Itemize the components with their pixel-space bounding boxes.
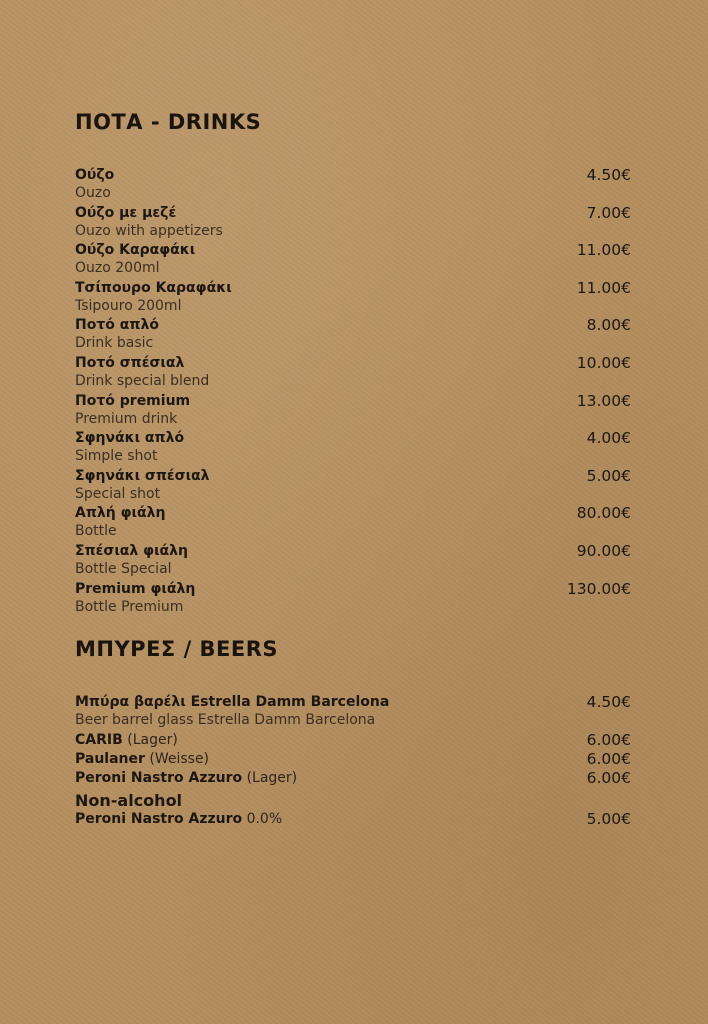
item-note: (Lager) — [242, 770, 298, 786]
drinks-section-title: ΠΟΤΑ - DRINKS — [75, 110, 262, 134]
item-price: 4.50€ — [586, 693, 631, 711]
item-price: 4.00€ — [586, 429, 631, 448]
item-name: Ούζο — [75, 167, 115, 183]
item-name: Σφηνάκι σπέσιαλ — [75, 467, 210, 484]
item-description: Bottle — [75, 523, 117, 540]
beers-section-title: ΜΠΥΡΕΣ / BEERS — [75, 637, 279, 661]
menu-item — [75, 810, 631, 829]
item-name: Ούζο Καραφάκι — [75, 242, 196, 259]
menu-item — [75, 542, 631, 580]
item-price: 5.00€ — [586, 466, 631, 485]
drinks-list — [75, 166, 631, 617]
item-description: Special shot — [75, 485, 161, 502]
menu-item — [75, 316, 631, 354]
menu-item — [75, 166, 631, 204]
menu-item — [75, 467, 631, 505]
menu-item — [75, 580, 631, 618]
item-description: Beer barrel glass Estrella Damm Barcelona — [75, 712, 376, 728]
item-name: Μπύρα βαρέλι Estrella Damm Barcelona — [75, 694, 390, 710]
item-note: 0.0% — [242, 811, 283, 827]
item-name: Σπέσιαλ φιάλη — [75, 542, 188, 559]
item-price: 130.00€ — [566, 579, 631, 598]
item-description: Ouzo 200ml — [75, 260, 160, 277]
menu-item — [75, 241, 631, 279]
menu-item — [75, 429, 631, 467]
item-name: Τσίπουρο Καραφάκι — [75, 279, 232, 296]
item-price: 7.00€ — [586, 203, 631, 222]
item-description: Bottle Special — [75, 560, 172, 577]
non-alcohol-heading: Non-alcohol — [75, 791, 183, 810]
item-price: 6.00€ — [586, 769, 631, 787]
item-price: 6.00€ — [586, 731, 631, 749]
item-price: 13.00€ — [576, 391, 631, 410]
item-name: Ποτό σπέσιαλ — [75, 354, 185, 371]
item-price: 80.00€ — [576, 504, 631, 523]
item-name: Ούζο με μεζέ — [75, 204, 177, 221]
menu-item — [75, 279, 631, 317]
item-name: Σφηνάκι απλό — [75, 430, 185, 447]
item-name: CARIB — [75, 732, 123, 748]
item-price: 4.50€ — [586, 166, 631, 184]
item-name: Ποτό απλό — [75, 317, 159, 334]
menu-item — [75, 204, 631, 242]
beers-list — [75, 693, 631, 829]
item-description: Bottle Premium — [75, 598, 184, 615]
item-description: Tsipouro 200ml — [75, 297, 182, 314]
item-description: Premium drink — [75, 410, 178, 427]
item-name: Ποτό premium — [75, 392, 191, 409]
item-name: Peroni Nastro Azzuro — [75, 770, 243, 786]
item-price: 8.00€ — [586, 316, 631, 335]
item-price: 10.00€ — [576, 353, 631, 372]
item-note: (Weisse) — [144, 751, 210, 767]
item-price: 6.00€ — [586, 750, 631, 768]
item-price: 11.00€ — [576, 278, 631, 297]
item-price: 11.00€ — [576, 241, 631, 260]
item-name: Απλή φιάλη — [75, 505, 166, 522]
menu-item — [75, 693, 631, 731]
item-description: Ouzo with appetizers — [75, 222, 223, 239]
item-name: Premium φιάλη — [75, 580, 196, 597]
item-description: Simple shot — [75, 448, 158, 465]
menu-item — [75, 504, 631, 542]
item-name: Paulaner — [75, 751, 145, 767]
menu-item — [75, 731, 631, 750]
menu-item — [75, 769, 631, 788]
menu-item — [75, 750, 631, 769]
item-price: 5.00€ — [586, 810, 631, 828]
item-name: Peroni Nastro Azzuro — [75, 811, 243, 827]
item-description: Ouzo — [75, 185, 111, 201]
item-description: Drink basic — [75, 335, 154, 352]
item-note: (Lager) — [122, 732, 178, 748]
item-price: 90.00€ — [576, 541, 631, 560]
menu-item — [75, 354, 631, 392]
item-description: Drink special blend — [75, 372, 210, 389]
menu-item — [75, 392, 631, 430]
